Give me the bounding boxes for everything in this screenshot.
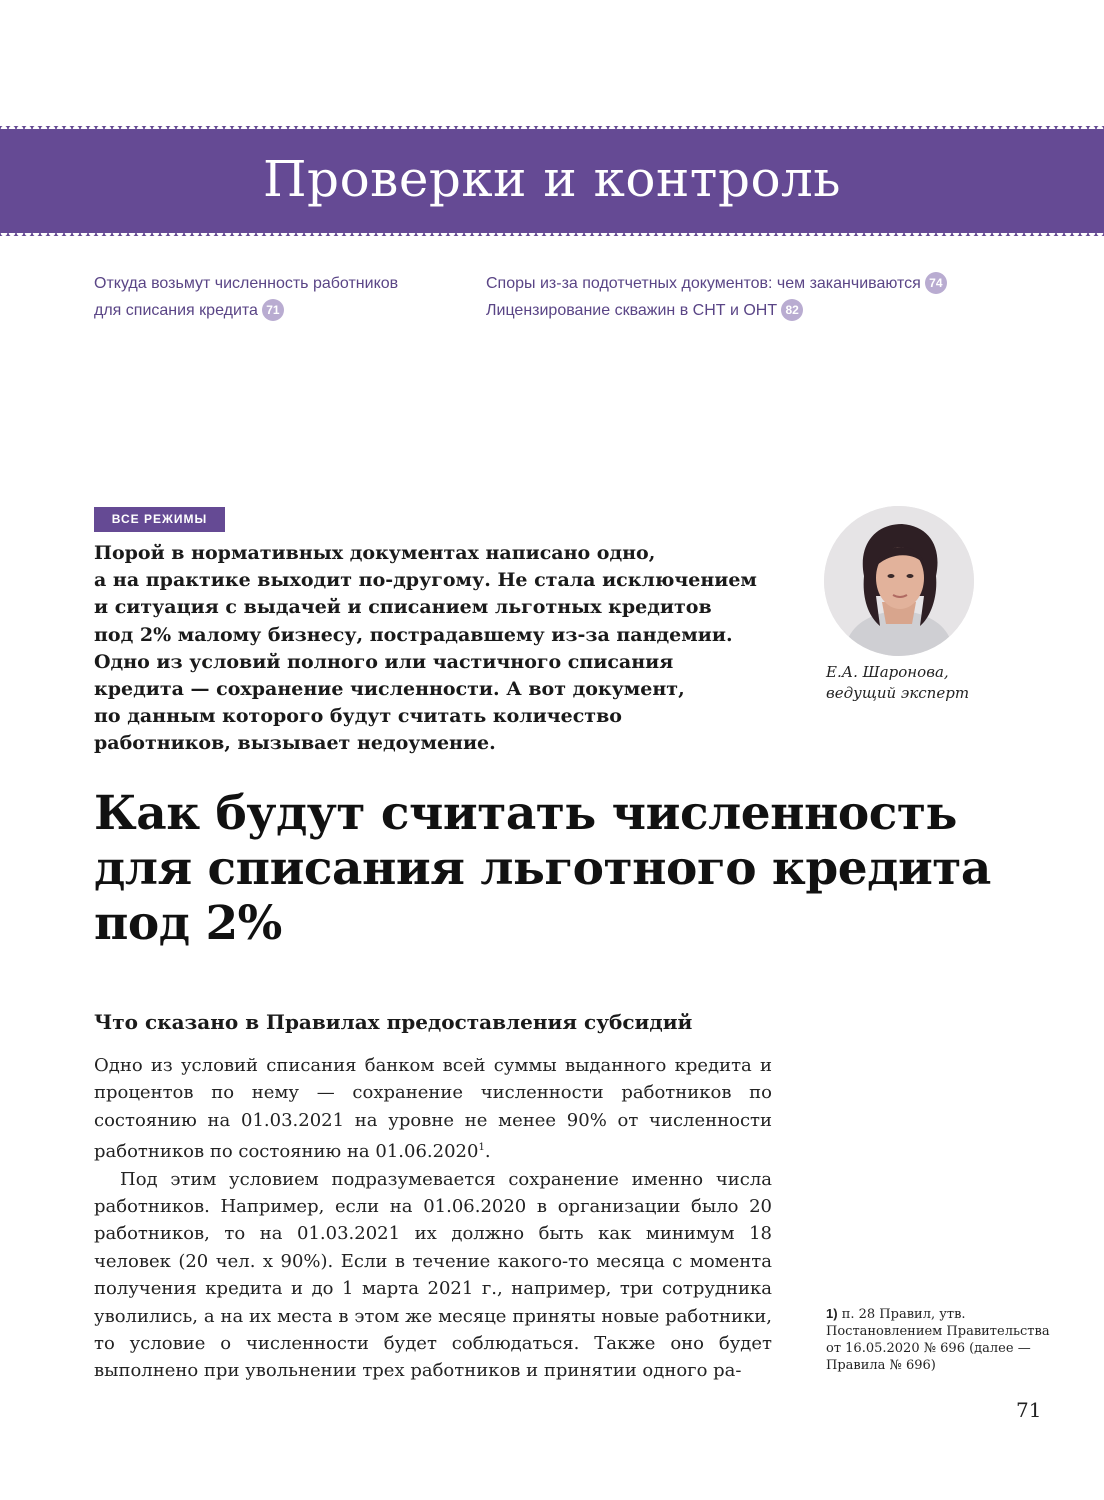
article-body [94,1052,772,1385]
lead-paragraph: Порой в нормативных документах написано одно, а на практике выходит по-другому. Не стала исключением и ситуация с выдачей и списанием льготных кредитов под 2% малому бизнесу, пострадавшему из-за пандемии. Одно из условий полного или частичного списания кредита — сохранение численности. А вот документ, по данным которого будут считать количество работников, вызывает недоумение. [94,542,757,755]
footnote-text: п. 28 Правил, утв. Постановлением Правительства от 16.05.2020 № 696 (далее — Правила № 696) [826,1307,1050,1373]
banner-top-edge [0,123,1104,129]
toc-right-column [486,270,1006,324]
article-subheading: Что сказано в Правилах предоставления субсидий [94,1010,693,1034]
author-credit [826,662,1046,704]
body-paragraph: Одно из условий списания банком всей суммы выданного кредита и процентов по нему — сохранение численности работников по состоянию на 01.03.2021 на уровне не менее 90% от численности работников по состоянию на 01.06.2020$^1$. [94,1055,772,1163]
page-number: 71 [1016,1398,1042,1422]
author-role: ведущий эксперт [826,684,970,702]
author-portrait-icon [824,506,974,656]
article-headline: Как будут считать численность для списания льготного кредита под 2% [94,786,991,951]
toc-item[interactable]: Лицензирование скважин в СНТ и ОНТ 82 [486,297,1006,324]
page-badge: 74 [925,272,947,294]
author-photo [824,506,974,656]
footnote [826,1305,1056,1374]
footnote-reference[interactable]: 1 [478,1142,485,1154]
toc-left-column [94,270,464,324]
toc-item[interactable]: для списания кредита 71 [94,297,464,324]
author-name: Е.А. Шаронова, [826,663,949,681]
category-tag: ВСЕ РЕЖИМЫ [94,507,225,532]
page-badge: 71 [262,299,284,321]
banner-bottom-edge [0,233,1104,239]
toc-item[interactable]: Откуда возьмут численность работников [94,275,399,292]
section-banner [0,126,1104,236]
page-badge: 82 [781,299,803,321]
body-paragraph: Под этим условием подразумевается сохранение именно числа работников. Например, если на 01.06.2020 в организации было 20 работников, то на 01.03.2021 их должно быть как минимум 18 человек (20 чел. х 90%). Если в течение какого-то месяца с момента получения кредита и до 1 марта 2021 г., например, три сотрудника уволились, а на их места в этом же месяце приняты новые работники, то условие о численности будет соблюдаться. Также оно будет выполнено при увольнении трех работников и принятии одного ра- [94,1168,772,1382]
section-title: Проверки и контроль [262,150,842,208]
toc-item[interactable]: Споры из-за подотчетных документов: чем заканчиваются 74 [486,270,1006,297]
footnote-marker: 1) [826,1306,838,1321]
